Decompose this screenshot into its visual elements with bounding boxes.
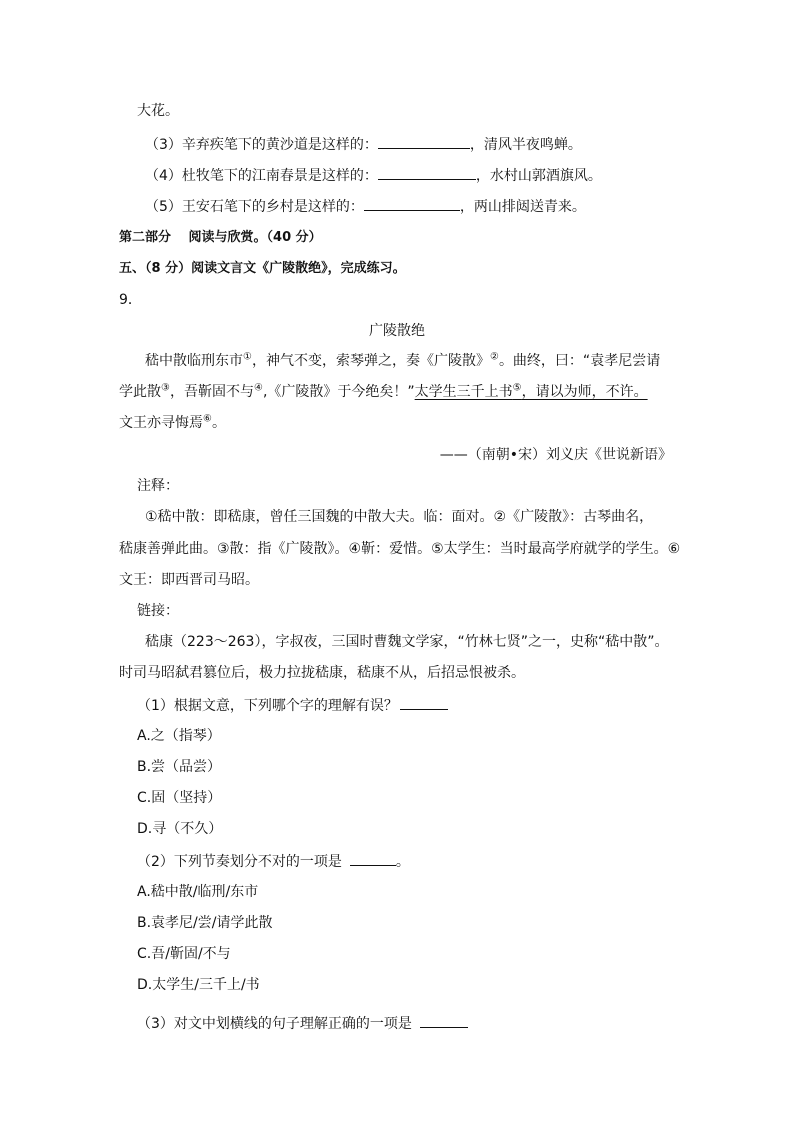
answer-blank[interactable] (400, 695, 448, 710)
q2-option-b: B.袁孝尼/尝/请学此散 (137, 915, 273, 931)
q2-option-a: A.嵇中散/临刑/东市 (137, 884, 259, 900)
note-marker: ⑤ (512, 382, 522, 394)
notes-label: 注释： (137, 478, 179, 494)
note-marker: ② (489, 351, 499, 363)
answer-blank[interactable] (350, 851, 396, 866)
q3-stem-text: （3）对文中划横线的句子理解正确的一项是 (137, 1016, 412, 1032)
passage-text: 。曲终，曰：“袁孝尼尝请 (498, 353, 661, 369)
notes-line-1: ①嵇中散：即嵇康，曾任三国魏的中散大夫。临：面对。②《广陵散》：古琴曲名， (145, 509, 654, 525)
answer-blank[interactable] (378, 165, 476, 180)
link-line-1: 嵇康（223～263），字叔夜，三国时曹魏文学家，“竹林七贤”之一，史称“嵇中散”。 (145, 634, 669, 650)
note-marker: ③ (161, 382, 170, 394)
q1-option-b: B.尝（品尝） (137, 759, 222, 775)
q2-option-c: C.吾/靳固/不与 (137, 946, 231, 962)
passage-line-1 (145, 351, 660, 371)
passage-source: ——（南朝•宋）刘义庆《世说新语》 (439, 447, 672, 463)
fill-item-prefix: （5）王安石笔下的乡村是这样的： (145, 199, 364, 215)
fill-item-4 (145, 165, 602, 186)
passage-text: ，神气不变，索琴弹之，奏《广陵散》 (251, 353, 490, 369)
passage-text: 学此散 (119, 384, 161, 400)
passage-text: 太学生三千上书 (414, 384, 513, 400)
section5-heading: 五、（8 分）阅读文言文《广陵散绝》，完成练习。 (119, 261, 406, 276)
note-marker: ④ (253, 382, 263, 394)
q2-stem-end: 。 (395, 854, 410, 870)
passage-text: ,《广陵散》于今绝矣！” (262, 384, 415, 400)
q1-option-a: A.之（指琴） (137, 728, 221, 744)
fill-item-suffix: ，两山排闼送青来。 (459, 199, 586, 215)
fill-item-prefix: （3）辛弃疾笔下的黄沙道是这样的： (145, 137, 378, 153)
passage-text: ，请以为师，不许。 (521, 384, 648, 400)
q2-stem (137, 851, 410, 872)
fill-item-3 (145, 134, 582, 155)
part2-heading: 第二部分 阅读与欣赏。（40 分） (119, 230, 322, 245)
notes-line-3: 文王：即西晋司马昭。 (119, 572, 259, 588)
passage-text: 。 (211, 415, 226, 431)
underlined-sentence (415, 384, 648, 400)
passage-line-2 (119, 382, 648, 402)
passage-text: 嵇中散临刑东市 (145, 353, 243, 369)
q1-stem (137, 695, 448, 716)
note-marker: ⑥ (203, 413, 212, 425)
fill-item-suffix: ，水村山郭酒旗风。 (475, 168, 602, 184)
note-marker: ① (243, 351, 252, 363)
fill-item-suffix: ，清风半夜鸣蝉。 (469, 137, 582, 153)
answer-blank[interactable] (420, 1013, 468, 1028)
question-number: 9． (119, 292, 142, 308)
q1-option-d: D.寻（不久） (137, 821, 223, 837)
passage-line-3 (119, 413, 226, 433)
notes-line-2: 嵇康善弹此曲。③散：指《广陵散》。④靳：爱惜。⑤太学生：当时最高学府就学的学生。⑥ (119, 541, 681, 557)
link-line-2: 时司马昭弑君篡位后，极力拉拢嵇康，嵇康不从，后招忌恨被杀。 (119, 665, 525, 681)
link-label: 链接： (137, 603, 179, 619)
fill-item-prefix: （4）杜牧笔下的江南春景是这样的： (145, 168, 378, 184)
continued-text: 大花。 (137, 103, 179, 119)
q3-stem (137, 1013, 468, 1034)
q1-stem-text: （1）根据文意，下列哪个字的理解有误？ (137, 698, 398, 714)
passage-text: ，吾靳固不与 (169, 384, 254, 400)
q2-stem-text: （2）下列节奏划分不对的一项是 (137, 854, 342, 870)
answer-blank[interactable] (378, 134, 470, 149)
fill-item-5 (145, 196, 586, 217)
answer-blank[interactable] (364, 196, 460, 211)
passage-title: 广陵散绝 (369, 323, 425, 339)
passage-text: 文王亦寻悔焉 (119, 415, 203, 431)
q1-option-c: C.固（坚持） (137, 790, 222, 806)
q2-option-d: D.太学生/三千上/书 (137, 977, 260, 993)
